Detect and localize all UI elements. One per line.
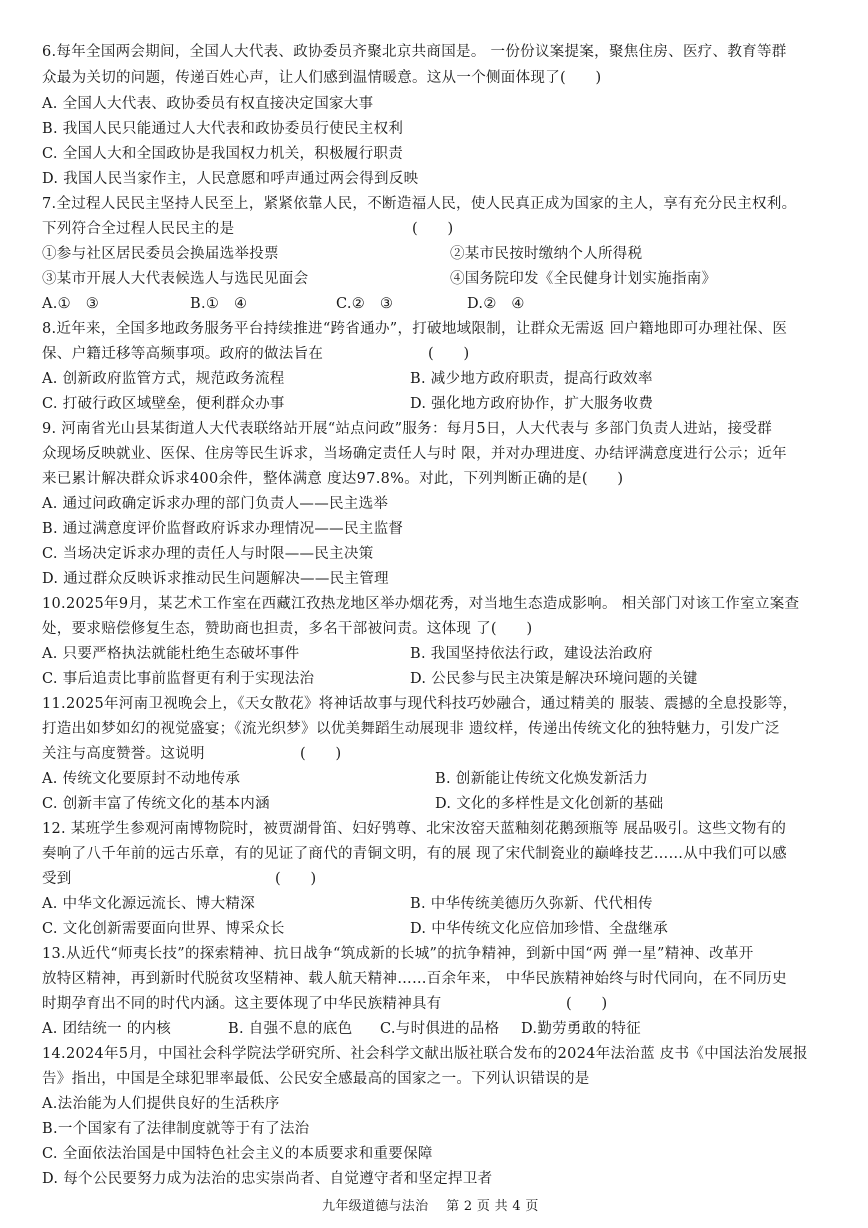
q11-option-a: A. 传统文化要原封不动地传承 [42, 771, 241, 787]
q10-stem-line-2: 处，要求赔偿修复生态，赞助商也担责，多名干部被问责。这体现 了( ) [42, 621, 533, 637]
q7-option-c: C.② ③ [336, 296, 394, 312]
q7-option-a: A.① ③ [42, 296, 100, 312]
q7-item-2: ②某市民按时缴纳个人所得税 [450, 246, 643, 262]
q7-option-b: B.① ④ [190, 296, 248, 312]
q12-option-d: D. 中华传统文化应倍加珍惜、全盘继承 [410, 921, 669, 937]
q7-option-d: D.② ④ [467, 296, 525, 312]
q10-option-b: B. 我国坚持依法行政，建设法治政府 [410, 646, 653, 662]
q12-stem-line-3: 受到 [42, 871, 72, 887]
q6-option-c: C. 全国人大和全国政协是我国权力机关，积极履行职责 [42, 146, 404, 162]
q11-answer-bracket: ( ) [300, 746, 342, 762]
q13-stem-line-2: 放特区精神，再到新时代脱贫攻坚精神、载人航天精神……百余年来， 中华民族精神始终与时代同向，在不同历史 [42, 971, 787, 987]
q14-option-c: C. 全面依法治国是中国特色社会主义的本质要求和重要保障 [42, 1146, 433, 1162]
q9-option-b: B. 通过满意度评价监督政府诉求办理情况——民主监督 [42, 521, 404, 537]
q11-stem-line-2: 打造出如梦如幻的视觉盛宴；《流光织梦》以优美舞蹈生动展现非 遗纹样，传递出传统文化的独特魅力，引发广泛 [42, 721, 780, 737]
q11-stem-line-3: 关注与高度赞誉。这说明 [42, 746, 205, 762]
q11-stem-line-1: 11.2025年河南卫视晚会上，《天女散花》将神话故事与现代科技巧妙融合，通过精美的 服装、震撼的全息投影等， [42, 696, 798, 712]
q11-option-c: C. 创新丰富了传统文化的基本内涵 [42, 796, 270, 812]
q14-option-d: D. 每个公民要努力成为法治的忠实崇尚者、自觉遵守者和坚定捍卫者 [42, 1171, 493, 1187]
q9-option-a: A. 通过问政确定诉求办理的部门负责人——民主选举 [42, 496, 389, 512]
q12-stem-line-2: 奏响了八千年前的远古乐章，有的见证了商代的青铜文明，有的展 现了宋代制瓷业的巅峰技艺……从中我们可以感 [42, 846, 787, 862]
q8-stem-line-1: 8.近年来，全国多地政务服务平台持续推进“跨省通办”，打破地域限制，让群众无需返 回户籍地即可办理社保、医 [42, 321, 788, 337]
q13-option-a: A. 团结统一 的内核 [42, 1021, 172, 1037]
q9-option-d: D. 通过群众反映诉求推动民生问题解决——民主管理 [42, 571, 389, 587]
q9-stem-line-2: 众现场反映就业、医保、住房等民生诉求，当场确定责任人与时 限，并对办理进度、办结评满意度进行公示；近年 [42, 446, 787, 462]
q8-option-c: C. 打破行政区域壁垒，便利群众办事 [42, 396, 285, 412]
q12-option-a: A. 中华文化源远流长、博大精深 [42, 896, 255, 912]
q14-stem-line-1: 14.2024年5月，中国社会科学院法学研究所、社会科学文献出版社联合发布的2024年法治蓝 皮书《中国法治发展报 [42, 1046, 808, 1062]
q7-stem-line-2: 下列符合全过程人民民主的是 [42, 221, 235, 237]
page-footer: 九年级道德与法治 第 2 页 共 4 页 [322, 1199, 539, 1214]
q8-stem-line-2: 保、户籍迁移等高频事项。政府的做法旨在 [42, 346, 324, 362]
q11-option-b: B. 创新能让传统文化焕发新活力 [435, 771, 649, 787]
q7-item-1: ①参与社区居民委员会换届选举投票 [42, 246, 279, 262]
q8-answer-bracket: ( ) [428, 346, 470, 362]
q13-option-d: D.勤劳勇敢的特征 [521, 1021, 641, 1037]
q9-stem-line-3: 来已累计解决群众诉求400余件，整体满意 度达97.8%。对此，下列判断正确的是( ) [42, 471, 624, 487]
q6-option-a: A. 全国人大代表、政协委员有权直接决定国家大事 [42, 96, 374, 112]
q7-item-3: ③某市开展人大代表候选人与选民见面会 [42, 271, 309, 287]
q13-option-b: B. 自强不息的底色 [228, 1021, 353, 1037]
q6-option-d: D. 我国人民当家作主，人民意愿和呼声通过两会得到反映 [42, 171, 419, 187]
q7-item-4: ④国务院印发《全民健身计划实施指南》 [450, 271, 717, 287]
q11-option-d: D. 文化的多样性是文化创新的基础 [435, 796, 664, 812]
q9-option-c: C. 当场决定诉求办理的责任人与时限——民主决策 [42, 546, 374, 562]
q6-option-b: B. 我国人民只能通过人大代表和政协委员行使民主权利 [42, 121, 404, 137]
q12-stem-line-1: 12. 某班学生参观河南博物院时，被贾湖骨笛、妇好鸮尊、北宋汝窑天蓝釉刻花鹅颈瓶等 展品吸引。这些文物有的 [42, 821, 787, 837]
q13-stem-line-3: 时期孕育出不同的时代内涵。这主要体现了中华民族精神具有 [42, 996, 442, 1012]
q14-stem-line-2: 告》指出，中国是全球犯罪率最低、公民安全感最高的国家之一。下列认识错误的是 [42, 1071, 590, 1087]
q10-option-a: A. 只要严格执法就能杜绝生态破坏事件 [42, 646, 300, 662]
q10-stem-line-1: 10.2025年9月，某艺术工作室在西藏江孜热龙地区举办烟花秀，对当地生态造成影响。 相关部门对该工作室立案查 [42, 596, 800, 612]
q14-option-a: A.法治能为人们提供良好的生活秩序 [42, 1096, 280, 1112]
q9-stem-line-1: 9. 河南省光山县某街道人大代表联络站开展“站点问政”服务：每月5日，人大代表与 多部门负责人进站，接受群 [42, 421, 772, 437]
q10-option-d: D. 公民参与民主决策是解决环境问题的关键 [410, 671, 698, 687]
q7-answer-bracket: ( ) [412, 221, 454, 237]
q13-option-c: C.与时俱进的品格 [380, 1021, 500, 1037]
q12-option-b: B. 中华传统美德历久弥新、代代相传 [410, 896, 653, 912]
q13-answer-bracket: ( ) [566, 996, 608, 1012]
q8-option-a: A. 创新政府监管方式，规范政务流程 [42, 371, 285, 387]
q6-stem-line-2: 众最为关切的问题，传递百姓心声，让人们感到温情暖意。这从一个侧面体现了( ) [42, 70, 602, 86]
q12-option-c: C. 文化创新需要面向世界、博采众长 [42, 921, 285, 937]
q14-option-b: B.一个国家有了法律制度就等于有了法治 [42, 1121, 310, 1137]
q13-stem-line-1: 13.从近代“师夷长技”的探索精神、抗日战争“筑成新的长城”的抗争精神，到新中国“两 弹一星”精神、改革开 [42, 946, 754, 962]
q6-stem-line-1: 6.每年全国两会期间，全国人大代表、政协委员齐聚北京共商国是。 一份份议案提案，聚焦住房、医疗、教育等群 [42, 44, 787, 60]
q10-option-c: C. 事后追责比事前监督更有利于实现法治 [42, 671, 315, 687]
q7-stem-line-1: 7.全过程人民民主坚持人民至上，紧紧依靠人民，不断造福人民，使人民真正成为国家的主人，享有充分民主权利。 [42, 196, 797, 212]
q12-answer-bracket: ( ) [275, 871, 317, 887]
q8-option-b: B. 减少地方政府职责，提高行政效率 [410, 371, 653, 387]
q8-option-d: D. 强化地方政府协作，扩大服务收费 [410, 396, 654, 412]
